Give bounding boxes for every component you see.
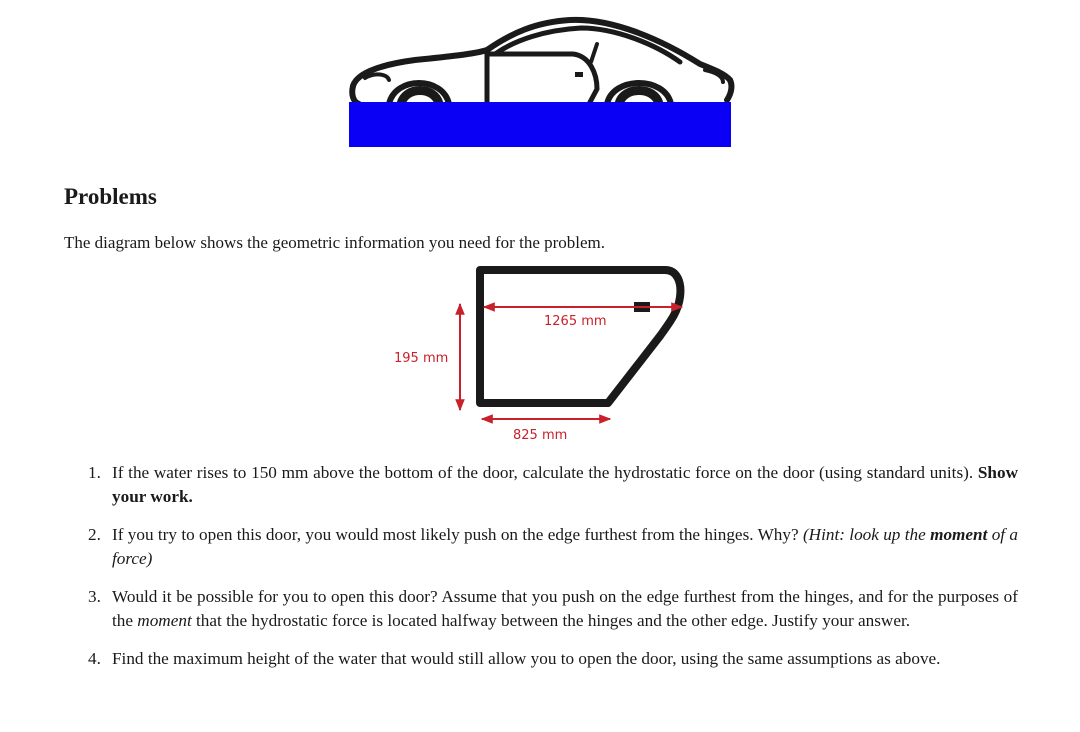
problem-list — [88, 461, 1018, 685]
problem-number: 3. — [88, 587, 101, 606]
problem-text-b: that the hydrostatic force is located halfway between the hinges and the other edge. Justify your answer. — [191, 611, 911, 630]
door-outline — [480, 270, 680, 403]
problem-hint-start: (Hint: look up the — [802, 525, 931, 544]
intro-text: The diagram below shows the geometric information you need for the problem. — [64, 233, 606, 252]
height-label: 195 mm — [394, 351, 449, 366]
problem-bold-text: Show your work. — [112, 463, 1018, 506]
problem-number: 4. — [88, 649, 101, 668]
problem-hint-end: of a force) — [112, 525, 1019, 568]
width-top-label: 1265 mm — [544, 314, 607, 329]
car-water-figure — [345, 14, 735, 150]
problem-italic-text: moment — [137, 611, 192, 630]
section-heading: Problems — [64, 184, 157, 209]
problem-number: 2. — [88, 525, 101, 544]
problem-text: If you try to open this door, you would most likely push on the edge furthest from the hinges. Why? — [112, 525, 803, 544]
problem-item — [88, 523, 1018, 571]
problem-text: Find the maximum height of the water that would still allow you to open the door, using the same assumptions as above. — [112, 649, 941, 668]
door-diagram — [390, 262, 700, 448]
problem-text-a: Would it be possible for you to open this door? Assume that you push on the edge furthest from the hinges, and for the purposes of the — [112, 587, 1018, 630]
problem-item — [88, 585, 1018, 633]
problem-hint-bold: moment — [930, 525, 988, 544]
problem-item — [88, 461, 1018, 509]
problem-item — [88, 647, 1018, 671]
problem-text: If the water rises to 150 mm above the bottom of the door, calculate the hydrostatic force on the door (using standard units). — [112, 463, 978, 482]
water-level-rect — [349, 102, 731, 147]
problem-number: 1. — [88, 463, 101, 482]
width-bottom-label: 825 mm — [513, 428, 568, 443]
car-outline-icon — [352, 20, 731, 104]
